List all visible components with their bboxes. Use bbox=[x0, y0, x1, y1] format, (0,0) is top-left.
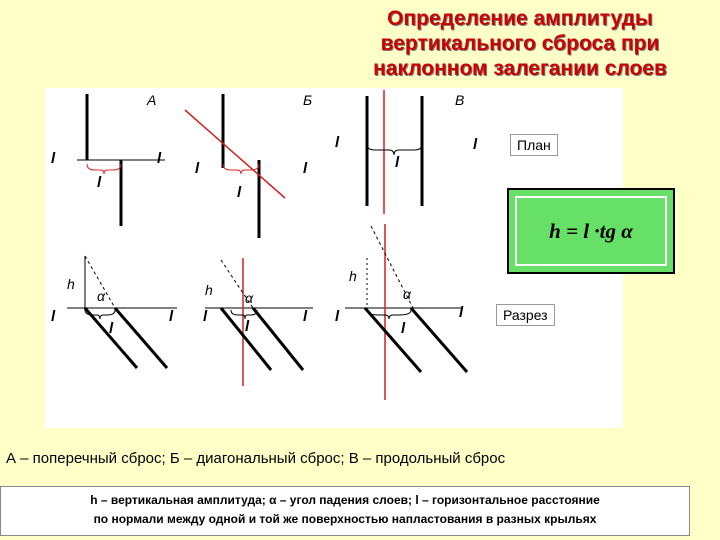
section-v-l-right: l bbox=[459, 304, 464, 321]
title-line-1: Определение амплитуды bbox=[387, 7, 653, 30]
plan-v-l-right: l bbox=[473, 136, 478, 153]
plan-label: План bbox=[510, 134, 558, 156]
label-panel-v: В bbox=[455, 92, 465, 108]
plan-b-l-right: l bbox=[303, 160, 308, 177]
formula-text: h = l ·tg α bbox=[515, 196, 667, 266]
section-v-layer-left bbox=[365, 308, 421, 372]
label-panel-a: А bbox=[147, 92, 157, 108]
section-v-alpha: α bbox=[403, 286, 411, 302]
label-panel-b: Б bbox=[303, 92, 313, 108]
section-b-layer-right bbox=[253, 308, 303, 370]
section-a-l-right: l bbox=[169, 308, 174, 325]
section-v-l-bottom: l bbox=[401, 320, 406, 337]
plan-b-brace bbox=[223, 164, 259, 174]
section-a-alpha: α bbox=[97, 288, 105, 304]
plan-b-l-left: l bbox=[195, 160, 200, 177]
plan-v-l-left: l bbox=[335, 134, 340, 151]
section-a-l-bottom: l bbox=[109, 320, 114, 337]
title-line-2: вертикального сброса при bbox=[380, 32, 660, 55]
note-line-2: по нормали между одной и той же поверхностью напластования в разных крыльях bbox=[93, 512, 597, 526]
section-b-l-left: l bbox=[203, 308, 208, 325]
section-a-h: h bbox=[67, 276, 75, 292]
plan-b-fault bbox=[185, 110, 285, 198]
plan-b-l-bottom: l bbox=[237, 184, 242, 201]
figure-caption: А – поперечный сброс; Б – диагональный сброс; В – продольный сброс bbox=[6, 450, 506, 467]
plan-a-brace bbox=[87, 164, 121, 174]
note-line-1: h – вертикальная амплитуда; α – угол падения слоев; l – горизонтальное расстояние bbox=[90, 493, 600, 507]
section-b-brace bbox=[231, 310, 257, 319]
plan-a-l-left: l bbox=[51, 150, 56, 167]
plan-a-l-right: l bbox=[157, 150, 162, 167]
page-title bbox=[340, 6, 700, 81]
section-label: Разрез bbox=[496, 304, 555, 326]
plan-a-l-bottom: l bbox=[97, 174, 102, 191]
title-line-3: наклонном залегании слоев bbox=[373, 57, 667, 80]
section-a-layer-left bbox=[85, 308, 137, 368]
section-b-l-bottom: l bbox=[245, 318, 250, 335]
plan-v-l-bottom: l bbox=[395, 154, 400, 171]
section-v-h: h bbox=[349, 268, 357, 284]
section-a-layer-right bbox=[115, 308, 167, 368]
formula-box bbox=[507, 188, 675, 274]
section-b-l-right: l bbox=[303, 308, 308, 325]
section-v-l-left: l bbox=[335, 308, 340, 325]
section-a-l-left: l bbox=[51, 308, 56, 325]
section-b-h: h bbox=[205, 282, 213, 298]
legend-note bbox=[0, 486, 690, 536]
section-b-alpha: α bbox=[245, 290, 253, 306]
